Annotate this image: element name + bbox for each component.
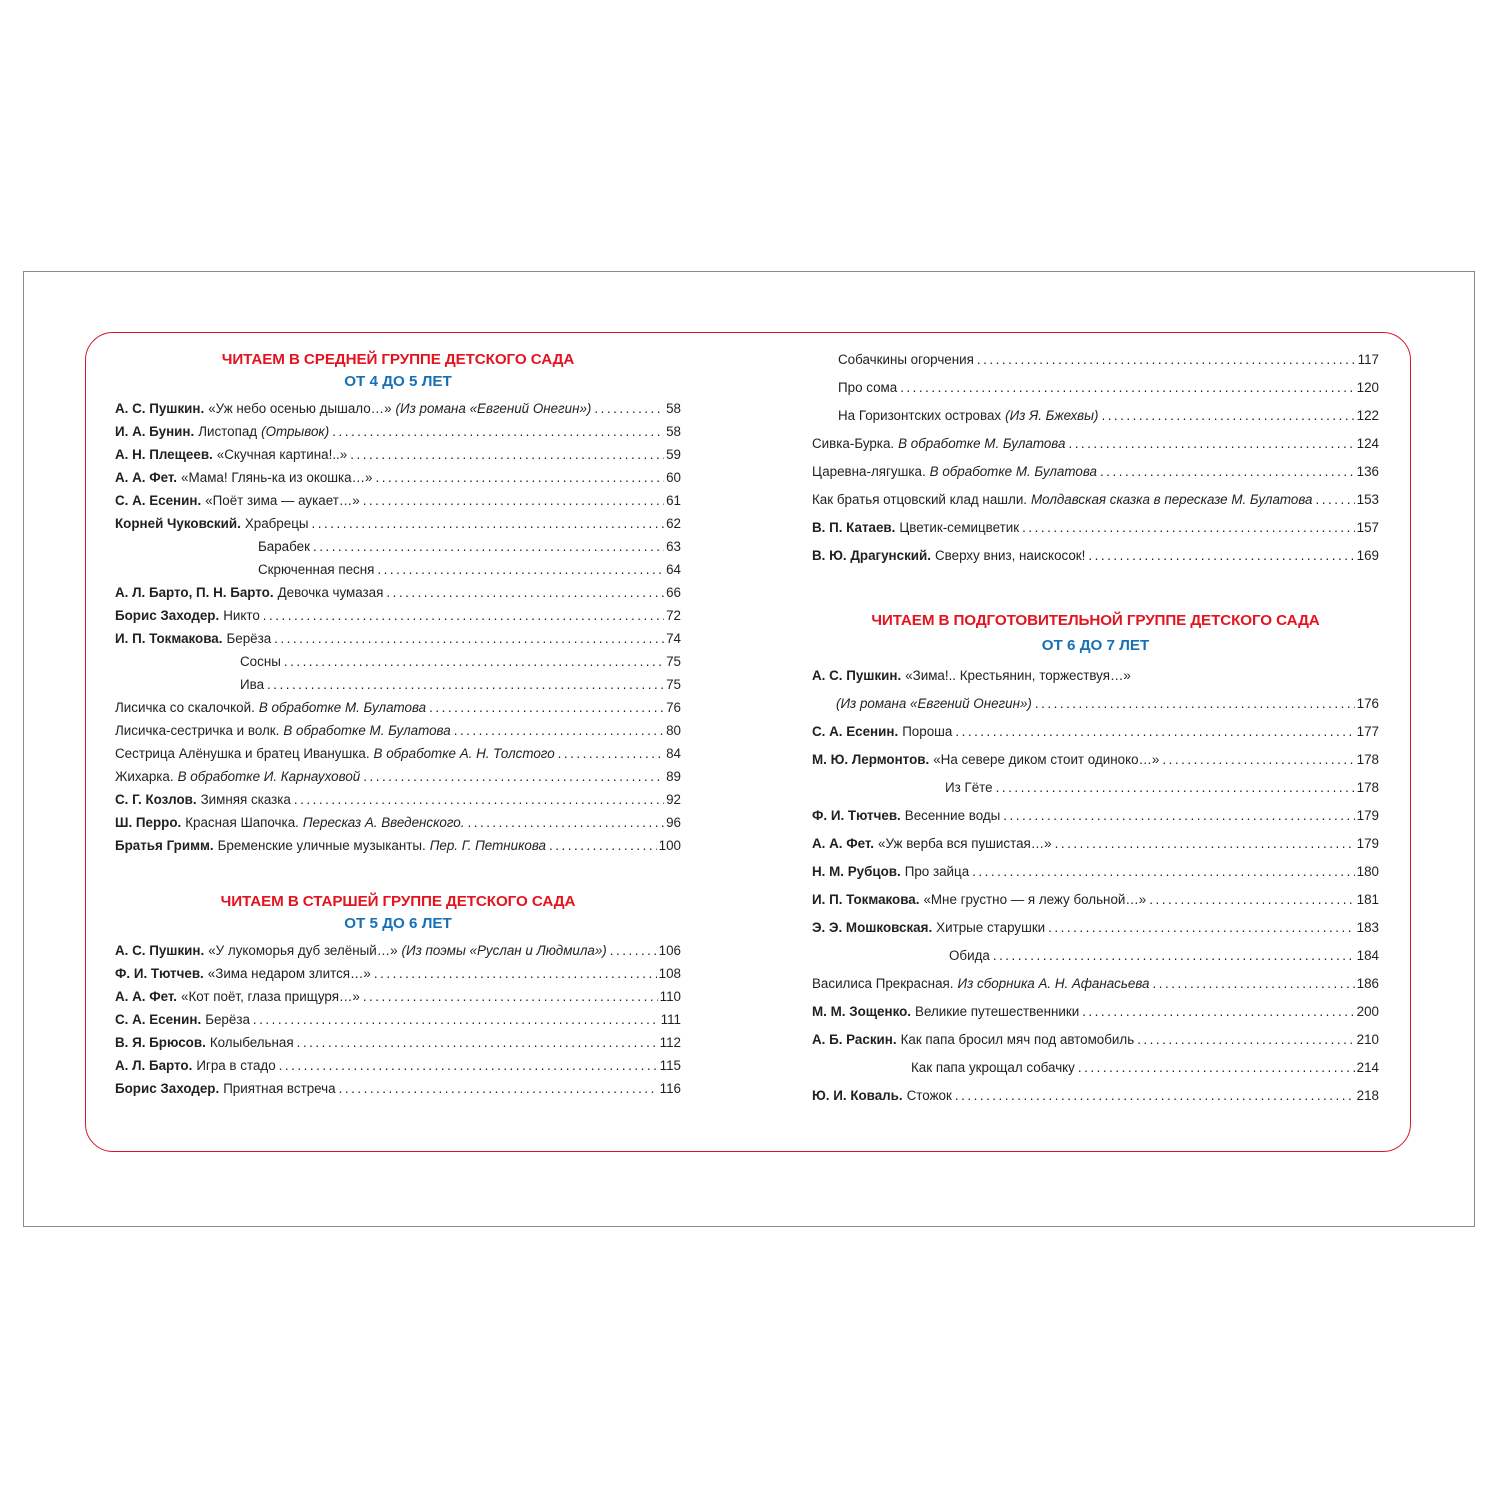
dot-leader — [1316, 486, 1355, 514]
toc-entry[interactable] — [115, 765, 681, 788]
toc-entry[interactable] — [812, 998, 1379, 1026]
entry-title: Сосны — [240, 654, 281, 669]
section-title: ЧИТАЕМ В СРЕДНЕЙ ГРУППЕ ДЕТСКОГО САДА — [221, 351, 575, 368]
entry-title: Великие путешественники — [915, 1004, 1080, 1019]
entry-author: Корней Чуковский. — [115, 516, 241, 531]
dot-leader — [610, 939, 657, 962]
entry-page-number: 218 — [1356, 1088, 1379, 1103]
entry-author: И. А. Бунин. — [115, 424, 195, 439]
entry-title: Весенние воды — [904, 808, 1001, 823]
entry-author: С. А. Есенин. — [812, 724, 899, 739]
entry-page-number: 184 — [1356, 948, 1379, 963]
entry-page-number: 181 — [1356, 892, 1379, 907]
dot-leader — [996, 774, 1355, 802]
dot-leader — [1055, 830, 1355, 858]
dot-leader — [332, 420, 664, 443]
toc-entry[interactable] — [812, 746, 1379, 774]
toc-entry[interactable] — [812, 1054, 1379, 1082]
entry-page-number: 179 — [1356, 808, 1379, 823]
entry-title: Никто — [223, 608, 260, 623]
entry-page-number: 58 — [666, 424, 681, 439]
section-senior-group-continued — [812, 346, 1379, 570]
dot-leader — [363, 985, 658, 1008]
entry-author: А. С. Пушкин. — [115, 943, 205, 958]
entry-title: Девочка чумазая — [277, 585, 384, 600]
dot-leader — [1035, 690, 1355, 718]
toc-entry[interactable] — [115, 535, 681, 558]
toc-entry[interactable] — [812, 402, 1379, 430]
toc-entry[interactable] — [115, 397, 681, 420]
entry-author: Э. Э. Мошковская. — [812, 920, 933, 935]
entry-page-number: 89 — [666, 769, 681, 784]
entry-title: «Поёт зима — аукает…» — [205, 493, 360, 508]
entry-author: А. С. Пушкин. — [812, 668, 902, 683]
entry-author: А. Л. Барто, П. Н. Барто. — [115, 585, 274, 600]
entry-title: «Уж верба вся пушистая…» — [878, 836, 1052, 851]
toc-entry[interactable] — [115, 650, 681, 673]
entry-page-number: 60 — [666, 470, 681, 485]
entry-note: (Из Я. Бжехвы) — [1005, 408, 1099, 423]
entry-title: Сивка-Бурка. — [812, 436, 895, 451]
entry-author: С. А. Есенин. — [115, 1012, 202, 1027]
entry-title: «Уж небо осенью дышало…» — [208, 401, 392, 416]
entry-title: Листопад — [198, 424, 258, 439]
entry-author: В. Я. Брюсов. — [115, 1035, 206, 1050]
toc-entry[interactable] — [812, 830, 1379, 858]
entry-author: А. Н. Плещеев. — [115, 447, 213, 462]
entry-page-number: 178 — [1356, 752, 1379, 767]
entry-note: В обработке А. Н. Толстого — [373, 746, 555, 761]
entry-note: (Из романа «Евгений Онегин») — [395, 401, 592, 416]
left-column — [115, 349, 681, 1100]
entry-page-number: 59 — [666, 447, 681, 462]
entry-note: Пересказ А. Введенского. — [302, 815, 465, 830]
entry-author: Ю. И. Коваль. — [812, 1088, 903, 1103]
entry-author: И. П. Токмакова. — [115, 631, 223, 646]
entry-page-number: 75 — [666, 654, 681, 669]
entry-title: Берёза — [226, 631, 272, 646]
entry-author: В. Ю. Драгунский. — [812, 548, 931, 563]
entry-page-number: 157 — [1356, 520, 1379, 535]
entry-title: «Кот поёт, глаза прищуря…» — [181, 989, 360, 1004]
dot-leader — [1022, 514, 1355, 542]
entry-title: Колыбельная — [209, 1035, 294, 1050]
toc-entry[interactable] — [115, 512, 681, 535]
entry-page-number: 111 — [660, 1012, 681, 1027]
section-subtitle: ОТ 5 ДО 6 ЛЕТ — [344, 915, 452, 932]
toc-entry[interactable] — [115, 985, 681, 1008]
entry-title: Обида — [949, 948, 990, 963]
entry-title: Из Гёте — [945, 780, 993, 795]
section-subtitle: ОТ 4 ДО 5 ЛЕТ — [344, 373, 452, 390]
entry-title: «У лукоморья дуб зелёный…» — [208, 943, 398, 958]
dot-leader — [1100, 458, 1355, 486]
dot-leader — [279, 1054, 658, 1077]
section-title: ЧИТАЕМ В СТАРШЕЙ ГРУППЕ ДЕТСКОГО САДА — [220, 893, 576, 910]
entry-page-number: 169 — [1356, 548, 1379, 563]
toc-entry[interactable] — [812, 774, 1379, 802]
dot-leader — [377, 558, 664, 581]
dot-leader — [386, 581, 664, 604]
dot-leader — [374, 962, 657, 985]
dot-leader — [284, 650, 664, 673]
toc-entry[interactable] — [812, 690, 1379, 718]
entry-title: Сестрица Алёнушка и братец Иванушка. — [115, 746, 370, 761]
entry-author: Ф. И. Тютчев. — [115, 966, 204, 981]
entry-author: А. А. Фет. — [812, 836, 875, 851]
entry-page-number: 92 — [666, 792, 681, 807]
entry-note: В обработке М. Булатова — [283, 723, 451, 738]
entry-page-number: 112 — [659, 1035, 681, 1050]
dot-leader — [955, 718, 1354, 746]
entry-author: А. Б. Раскин. — [812, 1032, 897, 1047]
entry-page-number: 116 — [659, 1081, 681, 1096]
entry-author: М. Ю. Лермонтов. — [812, 752, 930, 767]
dot-leader — [594, 397, 664, 420]
entry-title: Лисичка-сестричка и волк. — [115, 723, 280, 738]
entry-page-number: 136 — [1356, 464, 1379, 479]
section-subtitle: ОТ 6 ДО 7 ЛЕТ — [1041, 637, 1150, 654]
toc-entry[interactable] — [812, 514, 1379, 542]
toc-entry[interactable] — [812, 914, 1379, 942]
dot-leader — [429, 696, 664, 719]
dot-leader — [900, 374, 1354, 402]
entry-page-number: 200 — [1356, 1004, 1379, 1019]
entry-title: Сверху вниз, наискосок! — [934, 548, 1086, 563]
entry-title: Пороша — [902, 724, 953, 739]
dot-leader — [1088, 542, 1354, 570]
section-title: ЧИТАЕМ В ПОДГОТОВИТЕЛЬНОЙ ГРУППЕ ДЕТСКОГО САДА — [871, 612, 1320, 629]
entry-page-number: 117 — [1357, 352, 1379, 367]
entry-author: А. Л. Барто. — [115, 1058, 193, 1073]
toc-entry[interactable] — [812, 718, 1379, 746]
entry-title: «Зима!.. Крестьянин, торжествуя…» — [905, 668, 1131, 683]
entry-page-number: 74 — [666, 631, 681, 646]
entry-page-number: 124 — [1356, 436, 1379, 451]
dot-leader — [1149, 886, 1354, 914]
entry-note: Пер. Г. Петникова — [429, 838, 546, 853]
toc-entry[interactable] — [115, 443, 681, 466]
entry-title: Бременские уличные музыканты. — [217, 838, 426, 853]
toc-entry[interactable] — [115, 466, 681, 489]
entry-title: «Мне грустно — я лежу больной…» — [923, 892, 1147, 907]
entry-title: «Мама! Глянь-ка из окошка…» — [181, 470, 373, 485]
dot-leader — [972, 858, 1354, 886]
entry-note: В обработке М. Булатова — [898, 436, 1066, 451]
entry-author: Борис Заходер. — [115, 1081, 220, 1096]
entry-title: Берёза — [205, 1012, 250, 1027]
entry-page-number: 76 — [666, 700, 681, 715]
section-preparatory-group — [812, 610, 1379, 1110]
entry-author: М. М. Зощенко. — [812, 1004, 912, 1019]
entry-page-number: 120 — [1356, 380, 1379, 395]
toc-entry[interactable] — [812, 374, 1379, 402]
entry-title: Цветик-семицветик — [899, 520, 1020, 535]
entry-author: Ф. И. Тютчев. — [812, 808, 901, 823]
dot-leader — [1048, 914, 1355, 942]
entry-note: (Отрывок) — [261, 424, 330, 439]
entry-author: Борис Заходер. — [115, 608, 220, 623]
toc-entry[interactable] — [812, 802, 1379, 830]
dot-leader — [1082, 998, 1354, 1026]
dot-leader — [375, 466, 664, 489]
dot-leader — [558, 742, 664, 765]
dot-leader — [274, 627, 664, 650]
toc-entry[interactable] — [115, 696, 681, 719]
entry-page-number: 180 — [1356, 864, 1379, 879]
entry-author: А. А. Фет. — [115, 989, 178, 1004]
entry-author: А. С. Пушкин. — [115, 401, 205, 416]
toc-entry[interactable] — [115, 489, 681, 512]
entry-page-number: 80 — [666, 723, 681, 738]
entry-page-number: 153 — [1356, 492, 1379, 507]
dot-leader — [1153, 970, 1355, 998]
entry-title: Барабек — [258, 539, 310, 554]
entry-title: Храбрецы — [244, 516, 309, 531]
entry-note: (Из романа «Евгений Онегин») — [836, 696, 1032, 711]
entry-page-number: 183 — [1356, 920, 1379, 935]
dot-leader — [467, 811, 664, 834]
entry-title: Как папа бросил мяч под автомобиль — [900, 1032, 1135, 1047]
entry-page-number: 75 — [666, 677, 681, 692]
dot-leader — [1101, 402, 1354, 430]
dot-leader — [955, 1082, 1355, 1110]
right-column — [812, 346, 1379, 1110]
entry-title: Скрюченная песня — [258, 562, 375, 577]
toc-entry[interactable] — [115, 581, 681, 604]
entry-page-number: 122 — [1356, 408, 1379, 423]
toc-entry[interactable] — [115, 719, 681, 742]
dot-leader — [350, 443, 664, 466]
dot-leader — [454, 719, 664, 742]
toc-entry[interactable] — [812, 486, 1379, 514]
entry-author: Братья Гримм. — [115, 838, 214, 853]
entry-page-number: 100 — [658, 838, 681, 853]
entry-page-number: 178 — [1356, 780, 1379, 795]
entry-page-number: 58 — [666, 401, 681, 416]
entry-page-number: 210 — [1356, 1032, 1379, 1047]
dot-leader — [1078, 1054, 1355, 1082]
toc-entry[interactable] — [115, 834, 681, 857]
toc-entry[interactable] — [812, 970, 1379, 998]
toc-entry[interactable] — [115, 811, 681, 834]
entry-page-number: 62 — [666, 516, 681, 531]
dot-leader — [549, 834, 657, 857]
entry-author: С. Г. Козлов. — [115, 792, 197, 807]
entry-page-number: 177 — [1356, 724, 1379, 739]
entry-title: Про зайца — [904, 864, 970, 879]
entry-author: Ш. Перро. — [115, 815, 182, 830]
toc-entry[interactable] — [115, 788, 681, 811]
entry-page-number: 110 — [659, 989, 681, 1004]
dot-leader — [363, 765, 664, 788]
dot-leader — [312, 512, 665, 535]
section-middle-group — [115, 349, 681, 857]
entry-author: И. П. Токмакова. — [812, 892, 920, 907]
dot-leader — [263, 604, 664, 627]
entry-title: «Зима недаром злится…» — [207, 966, 371, 981]
entry-page-number: 63 — [666, 539, 681, 554]
toc-entry[interactable] — [115, 1031, 681, 1054]
dot-leader — [339, 1077, 658, 1100]
entry-title: Зимняя сказка — [200, 792, 291, 807]
dot-leader — [1068, 430, 1354, 458]
entry-page-number: 64 — [666, 562, 681, 577]
entry-title: Собачкины огорчения — [838, 352, 974, 367]
toc-entry[interactable] — [115, 604, 681, 627]
toc-entry[interactable] — [812, 542, 1379, 570]
entry-page-number: 72 — [666, 608, 681, 623]
toc-entry[interactable] — [115, 627, 681, 650]
entry-note: В обработке И. Карнауховой — [177, 769, 361, 784]
entry-page-number: 66 — [666, 585, 681, 600]
entry-page-number: 186 — [1356, 976, 1379, 991]
entry-note: (Из поэмы «Руслан и Людмила») — [401, 943, 607, 958]
toc-entry[interactable] — [812, 346, 1379, 374]
dot-leader — [297, 1031, 658, 1054]
dot-leader — [1003, 802, 1354, 830]
entry-title: Ива — [240, 677, 265, 692]
entry-author: В. П. Катаев. — [812, 520, 896, 535]
entry-page-number: 61 — [666, 493, 681, 508]
toc-entry[interactable] — [812, 886, 1379, 914]
entry-page-number: 179 — [1356, 836, 1379, 851]
entry-title: Как папа укрощал собачку — [911, 1060, 1075, 1075]
entry-note: В обработке М. Булатова — [929, 464, 1097, 479]
entry-title: Красная Шапочка. — [185, 815, 299, 830]
entry-page-number: 115 — [659, 1058, 681, 1073]
toc-entry[interactable] — [115, 939, 681, 962]
entry-title: Жихарка. — [115, 769, 174, 784]
entry-note: Из сборника А. Н. Афанасьева — [957, 976, 1150, 991]
entry-title: Хитрые старушки — [936, 920, 1046, 935]
dot-leader — [1162, 746, 1354, 774]
dot-leader — [993, 942, 1355, 970]
entry-page-number: 106 — [658, 943, 681, 958]
entry-title: Лисичка со скалочкой. — [115, 700, 255, 715]
toc-entry[interactable] — [812, 662, 1379, 690]
entry-author: С. А. Есенин. — [115, 493, 202, 508]
entry-title: «На севере диком стоит одиноко…» — [933, 752, 1160, 767]
toc-entry[interactable] — [115, 420, 681, 443]
toc-entry[interactable] — [115, 1054, 681, 1077]
toc-entry[interactable] — [115, 742, 681, 765]
dot-leader — [253, 1008, 659, 1031]
dot-leader — [1137, 1026, 1354, 1054]
entry-author: Н. М. Рубцов. — [812, 864, 901, 879]
entry-title: «Скучная картина!..» — [216, 447, 348, 462]
toc-entry[interactable] — [812, 942, 1379, 970]
entry-page-number: 108 — [658, 966, 681, 981]
section-senior-group — [115, 891, 681, 1100]
entry-title: Как братья отцовский клад нашли. — [812, 492, 1028, 507]
entry-title: Игра в стадо — [196, 1058, 276, 1073]
dot-leader — [294, 788, 664, 811]
entry-title: Царевна-лягушка. — [812, 464, 926, 479]
toc-entry[interactable] — [812, 1026, 1379, 1054]
entry-title: На Горизонтских островах — [838, 408, 1002, 423]
entry-author: А. А. Фет. — [115, 470, 178, 485]
dot-leader — [363, 489, 664, 512]
entry-note: Молдавская сказка в пересказе М. Булатова — [1031, 492, 1313, 507]
entry-page-number: 96 — [666, 815, 681, 830]
toc-entry[interactable] — [115, 962, 681, 985]
toc-entry[interactable] — [115, 673, 681, 696]
entry-title: Про сома — [838, 380, 898, 395]
entry-note: В обработке М. Булатова — [258, 700, 427, 715]
dot-leader — [977, 346, 1356, 374]
toc-entry[interactable] — [812, 1082, 1379, 1110]
entry-title: Василиса Прекрасная. — [812, 976, 954, 991]
toc-entry[interactable] — [812, 430, 1379, 458]
dot-leader — [267, 673, 664, 696]
dot-leader — [313, 535, 664, 558]
entry-page-number: 84 — [666, 746, 681, 761]
entry-title: Приятная встреча — [223, 1081, 336, 1096]
entry-page-number: 176 — [1356, 696, 1379, 711]
toc-entry[interactable] — [115, 558, 681, 581]
toc-entry[interactable] — [812, 858, 1379, 886]
entry-page-number: 214 — [1356, 1060, 1379, 1075]
entry-title: Стожок — [906, 1088, 952, 1103]
toc-entry[interactable] — [812, 458, 1379, 486]
toc-entry[interactable] — [115, 1077, 681, 1100]
toc-entry[interactable] — [115, 1008, 681, 1031]
